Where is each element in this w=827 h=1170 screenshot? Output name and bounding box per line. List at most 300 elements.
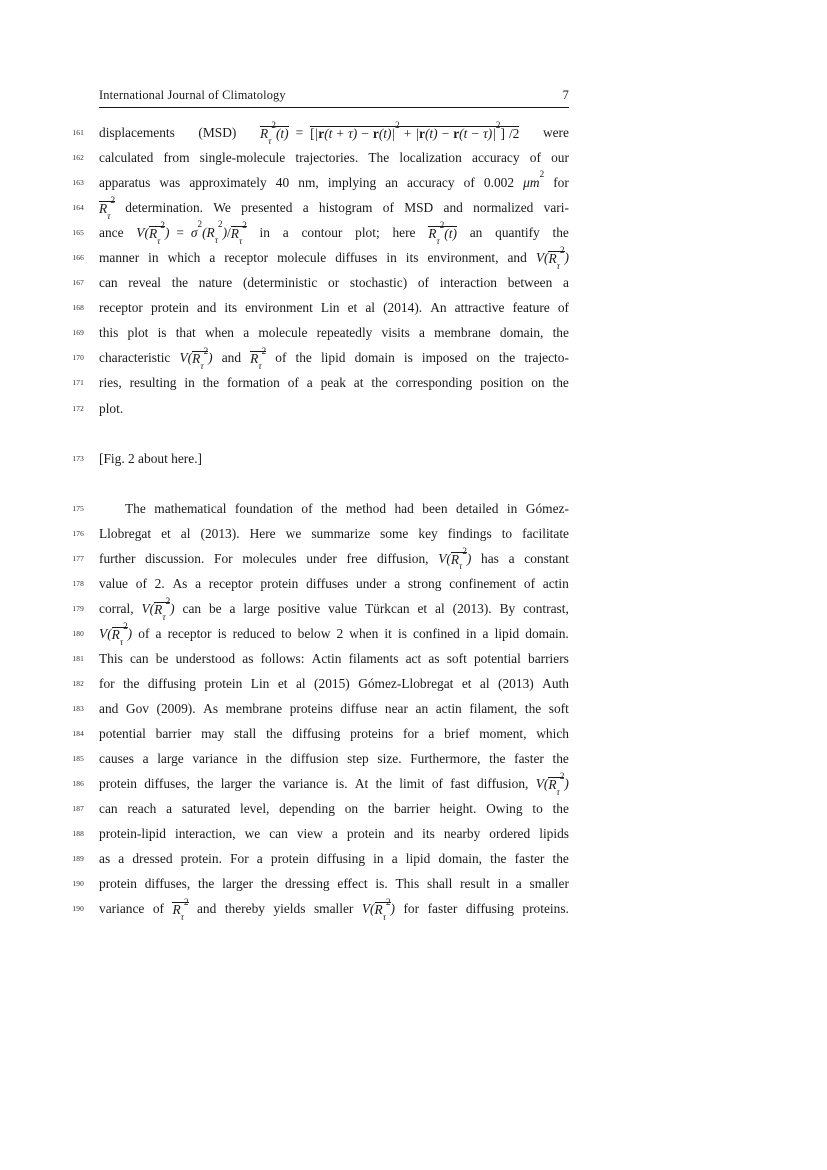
math-v-rtau-squared: $V(R_\tau^2)$ — [361, 896, 395, 923]
word: (2013) — [498, 676, 534, 692]
word: larger — [222, 876, 254, 892]
word: of — [275, 350, 287, 366]
word: value — [328, 600, 358, 616]
word: for — [403, 901, 420, 917]
word: Gov — [125, 701, 149, 717]
word: protein — [346, 826, 385, 842]
word: al — [479, 676, 490, 692]
word: is — [403, 350, 413, 366]
text-line — [72, 295, 569, 320]
word: when — [349, 625, 379, 641]
word: a — [331, 826, 338, 842]
word: level, — [240, 801, 270, 817]
word: was — [159, 175, 181, 191]
word: reveal — [128, 275, 162, 291]
word: lipid — [405, 851, 431, 867]
line-number: 177 — [72, 553, 84, 563]
text-line — [72, 496, 569, 521]
word: lipid — [320, 350, 346, 366]
word: of — [463, 175, 475, 191]
word: (2014). — [383, 300, 423, 316]
word: presented — [241, 200, 293, 216]
word: a — [306, 375, 313, 391]
word: soft — [548, 701, 569, 717]
figure-placeholder: [Fig. 2 about here.] — [99, 450, 203, 466]
word: lipids — [539, 826, 569, 842]
line-number: 183 — [72, 704, 84, 714]
word: filaments — [348, 650, 399, 666]
word: (MSD) — [198, 125, 237, 140]
word: formation — [226, 375, 280, 391]
word: (2013). — [200, 525, 240, 541]
line-number: 171 — [72, 378, 84, 388]
word: environment — [245, 300, 313, 316]
word: barriers — [528, 650, 569, 666]
word: and — [507, 250, 527, 266]
word: the — [265, 751, 282, 767]
word: molecule — [277, 250, 327, 266]
math-v-rtau-squared: $V(R_\tau^2)$ — [438, 545, 472, 572]
word: resulting — [129, 375, 177, 391]
word: Lin — [320, 300, 340, 316]
word: apparatus — [99, 175, 151, 191]
word: accuracy — [472, 150, 520, 166]
word: larger — [220, 776, 252, 792]
word: of — [135, 575, 147, 591]
word: can — [99, 275, 118, 291]
word: variance — [192, 751, 238, 767]
word: summarize — [311, 525, 371, 541]
word: protein — [99, 776, 137, 792]
text-line — [72, 721, 569, 746]
word: diffusing — [465, 901, 514, 917]
word: imposed — [421, 350, 468, 366]
word: protein — [204, 676, 243, 692]
word: an — [469, 225, 483, 241]
line-number: 189 — [72, 854, 84, 864]
word: and — [196, 300, 217, 316]
word: of — [417, 275, 430, 291]
word: al — [365, 300, 375, 316]
word: of — [138, 625, 150, 641]
word: potential — [473, 650, 521, 666]
word: plot. — [99, 400, 124, 416]
word: diffuses, — [144, 776, 190, 792]
text-line — [72, 896, 569, 923]
text-line — [72, 195, 569, 221]
word: shall — [427, 876, 453, 892]
word: This — [99, 650, 123, 666]
word: molecule — [258, 325, 308, 341]
word: had — [394, 500, 414, 516]
word: may — [201, 726, 225, 742]
word: an — [385, 175, 398, 191]
running-head — [99, 88, 569, 103]
word: Furthermore, — [410, 751, 481, 767]
word: a — [155, 625, 162, 641]
word: quantify — [495, 225, 540, 241]
word: reduced — [232, 625, 275, 641]
word: interaction — [439, 275, 497, 291]
word: a — [118, 851, 125, 867]
word: corresponding — [395, 375, 473, 391]
word: a — [229, 600, 236, 616]
word: in — [184, 375, 195, 391]
math-micron-squared: $\mu m^2$ — [523, 169, 545, 191]
header-rule — [99, 107, 569, 108]
word: a — [243, 325, 250, 341]
word: protein — [150, 300, 189, 316]
word: this — [99, 325, 119, 341]
word: step — [347, 751, 369, 767]
word: some — [380, 525, 409, 541]
word: interaction, — [174, 826, 236, 842]
word: foundation — [234, 500, 293, 516]
text-line — [72, 320, 569, 345]
word: the — [202, 375, 220, 391]
word: implying — [327, 175, 377, 191]
word: a — [428, 726, 435, 742]
word: the — [524, 701, 542, 717]
word: receptor — [224, 250, 269, 266]
word: vari- — [543, 200, 569, 216]
line-number: 178 — [72, 578, 84, 588]
word: 0.002 — [483, 175, 515, 191]
math-rtau-squared: $R_\tau^2$ — [250, 345, 267, 372]
word: be — [155, 650, 169, 666]
word: molecules — [242, 550, 297, 566]
line-number: 172 — [72, 403, 84, 413]
word: diffusion, — [377, 550, 429, 566]
word: faster — [514, 851, 545, 867]
line-number: 188 — [72, 829, 84, 839]
word: diffuses — [335, 250, 378, 266]
word: Gómez-Llobregat — [358, 676, 454, 692]
line-number: 180 — [72, 628, 84, 638]
line-number: 170 — [72, 353, 84, 363]
word: The — [125, 500, 146, 516]
math-rtau-squared: $R_\tau^2$ — [172, 896, 189, 923]
word: Actin — [311, 650, 342, 666]
word: manner — [99, 250, 140, 266]
text-line — [72, 746, 569, 771]
word: Lin — [250, 676, 270, 692]
word: 40 — [275, 175, 290, 191]
word: Here — [249, 525, 276, 541]
word: when — [204, 325, 234, 341]
line-number: 184 — [72, 729, 84, 739]
word: view — [296, 826, 323, 842]
word: MSD — [404, 200, 434, 216]
word: the — [498, 350, 516, 366]
word: in — [246, 751, 257, 767]
word: nm, — [298, 175, 319, 191]
word: a — [563, 275, 569, 291]
word: act — [405, 650, 422, 666]
word: diffusion, — [476, 776, 529, 792]
word: the — [321, 500, 338, 516]
word: for — [403, 726, 419, 742]
word: Auth — [542, 676, 569, 692]
word: An — [430, 300, 447, 316]
word: filament, — [469, 701, 518, 717]
math-msd-equation: $R_\tau^2(t) = [|r(t + \tau) - r(t)|^2+ |r(t) - r(t - \tau)|^2]$ /2 — [259, 120, 520, 146]
word: a — [282, 225, 289, 241]
text-line — [72, 446, 569, 471]
word: is. — [375, 876, 388, 892]
word: (2009). — [156, 701, 196, 717]
text-line — [72, 145, 569, 170]
word: a — [394, 575, 401, 591]
word: plot; — [355, 225, 380, 241]
word: position — [480, 375, 524, 391]
body-text — [72, 120, 569, 923]
word: positive — [277, 600, 321, 616]
word: of — [523, 575, 536, 591]
word: We — [213, 200, 231, 216]
word: actin — [542, 575, 569, 591]
word: moment, — [479, 726, 527, 742]
word: Türkcan — [364, 600, 410, 616]
line-number: 175 — [72, 503, 84, 513]
word: a — [508, 550, 515, 566]
word: actin — [435, 701, 462, 717]
math-v-rtau-squared: $V(R_\tau^2)$ — [99, 621, 133, 647]
math-v-rtau-squared: $V(R_\tau^2)$ — [535, 245, 569, 271]
text-line — [72, 545, 569, 572]
word: proteins. — [522, 901, 569, 917]
word: of — [382, 200, 394, 216]
text-line — [72, 696, 569, 721]
word: the — [197, 776, 214, 792]
line-number: 182 — [72, 679, 84, 689]
line-number: 167 — [72, 278, 84, 288]
word: of — [152, 901, 164, 917]
word: protein. — [180, 851, 222, 867]
line-number: 165 — [72, 228, 84, 238]
word: At — [354, 776, 369, 792]
word: been — [422, 500, 448, 516]
word: or — [328, 275, 340, 291]
word: protein — [260, 575, 299, 591]
word: plot — [127, 325, 149, 341]
word: dressed — [132, 851, 173, 867]
word: causes — [99, 751, 134, 767]
word: faster — [514, 751, 544, 767]
word: we — [244, 826, 261, 842]
word: method — [345, 500, 387, 516]
word: a — [419, 325, 425, 341]
text-line — [72, 871, 569, 896]
word: the — [490, 851, 507, 867]
word: on — [476, 350, 490, 366]
word: has — [481, 550, 499, 566]
word: the — [552, 801, 569, 817]
word: is — [397, 625, 407, 641]
word: stochastic) — [349, 275, 408, 291]
word: that — [175, 325, 196, 341]
line-number: 162 — [72, 153, 84, 163]
word: (2013). — [452, 600, 492, 616]
word: et — [161, 525, 171, 541]
text-line — [72, 270, 569, 295]
word: the — [197, 876, 215, 892]
word: of — [431, 776, 443, 792]
word: al — [435, 600, 445, 616]
word: findings — [447, 525, 492, 541]
word: feature — [512, 300, 550, 316]
word: a — [142, 751, 149, 767]
text-line — [72, 671, 569, 696]
word: it — [384, 625, 392, 641]
word: al — [295, 676, 306, 692]
word: fast — [450, 776, 470, 792]
word: at — [353, 375, 364, 391]
word: faster — [427, 901, 458, 917]
word: characteristic — [99, 350, 171, 366]
word: repeatedly — [316, 325, 373, 341]
word: as — [99, 851, 111, 867]
word: its — [405, 250, 419, 266]
word: accuracy — [407, 175, 455, 191]
line-number: 164 — [72, 203, 84, 213]
word: (2015) — [314, 676, 350, 692]
word: receptor — [167, 625, 212, 641]
word: a — [256, 851, 263, 867]
word: under — [306, 550, 337, 566]
word: barrier — [155, 726, 192, 742]
word: facilitate — [522, 525, 569, 541]
word: between — [507, 275, 553, 291]
word: protein — [270, 851, 309, 867]
word: can — [182, 600, 202, 616]
word: in — [506, 500, 518, 516]
word: 2. — [154, 575, 165, 591]
word: the — [552, 751, 569, 767]
word: domain. — [525, 625, 569, 641]
word: al — [180, 525, 191, 541]
word: 2 — [336, 625, 344, 641]
text-line — [72, 596, 569, 622]
word: result — [460, 876, 490, 892]
word: confined — [413, 625, 460, 641]
word: environment, — [427, 250, 499, 266]
word: a — [195, 575, 202, 591]
math-v-rtau-squared: $V(R_\tau^2)$ — [179, 345, 213, 372]
word: mathematical — [154, 500, 227, 516]
word: in — [148, 250, 159, 266]
word: barrier — [394, 801, 430, 817]
word: visits — [381, 325, 410, 341]
word: is — [157, 325, 167, 341]
line-number: 166 — [72, 253, 84, 263]
word: brief — [444, 726, 470, 742]
word: diffuses, — [144, 876, 191, 892]
word: be — [208, 600, 222, 616]
word: saturated — [181, 801, 231, 817]
word: receptor — [208, 575, 253, 591]
line-number: 186 — [72, 779, 84, 789]
word: For — [214, 550, 233, 566]
word: diffusing — [316, 851, 366, 867]
word: Llobregat — [99, 525, 152, 541]
page-number: 7 — [562, 88, 569, 102]
word: et — [417, 600, 428, 616]
word: domain, — [499, 325, 544, 341]
word: displacements — [99, 125, 175, 140]
word: were — [542, 125, 569, 140]
word: of — [529, 150, 541, 166]
line-number: 169 — [72, 328, 84, 338]
word: yields — [273, 901, 306, 917]
word: calculated — [99, 150, 154, 166]
word: diffusing — [147, 676, 196, 692]
word: the — [552, 325, 569, 341]
word: as — [242, 650, 254, 666]
math-rtau-squared-of-t: $R_\tau^2(t)$ — [428, 220, 457, 246]
text-line — [72, 219, 569, 246]
word: key — [418, 525, 438, 541]
word: the — [295, 350, 312, 366]
word: the — [123, 676, 140, 692]
word: can — [99, 801, 118, 817]
word: receptor — [99, 300, 143, 316]
word: potential — [99, 726, 146, 742]
word: on — [344, 801, 359, 817]
word: Owing — [486, 801, 523, 817]
word: in — [497, 876, 509, 892]
word: for — [99, 676, 115, 692]
word: the — [260, 876, 278, 892]
word: of — [301, 500, 313, 516]
text-line — [72, 345, 569, 372]
line-number: 168 — [72, 303, 84, 313]
word: for — [553, 175, 569, 191]
word: follows: — [260, 650, 305, 666]
word: ance — [99, 225, 124, 241]
word: in — [466, 625, 477, 641]
line-number: 173 — [72, 453, 84, 463]
word: an — [415, 701, 429, 717]
word: For — [230, 851, 249, 867]
text-line — [72, 821, 569, 846]
word: et — [461, 676, 472, 692]
line-number: 181 — [72, 653, 84, 663]
word: localization — [399, 150, 462, 166]
text-line — [72, 796, 569, 821]
word: and — [393, 826, 414, 842]
word: to — [532, 801, 543, 817]
line-number: 190 — [72, 879, 84, 889]
blank-line — [99, 421, 569, 446]
word: peak — [320, 375, 346, 391]
word: and — [99, 701, 119, 717]
word: size. — [377, 751, 402, 767]
word: our — [551, 150, 569, 166]
word: nature — [198, 275, 233, 291]
word: reach — [127, 801, 157, 817]
word: the — [258, 776, 276, 792]
word: membrane — [225, 701, 283, 717]
text-line — [72, 120, 569, 146]
word: a — [209, 250, 216, 266]
word: soft — [446, 650, 467, 666]
word: the — [266, 726, 283, 742]
word: the — [552, 851, 569, 867]
line-number: 190 — [72, 904, 84, 914]
word: confinement — [449, 575, 517, 591]
math-v-rtau-squared: $V(R_\tau^2)$ — [535, 771, 569, 797]
